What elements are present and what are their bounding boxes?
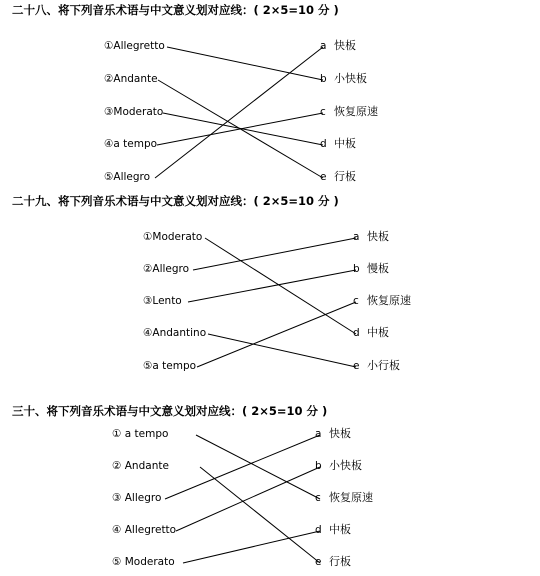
meaning-29-e <box>353 359 400 373</box>
match-line-28-1 <box>167 47 323 80</box>
meaning-30-e <box>315 555 351 569</box>
meaning-letter: b <box>353 263 360 275</box>
match-line-30-2 <box>200 467 320 563</box>
meaning-text: 中板 <box>367 326 389 339</box>
match-line-29-3 <box>188 270 356 302</box>
meaning-letter: e <box>320 171 327 183</box>
meaning-letter: d <box>353 327 360 339</box>
meaning-text: 行板 <box>334 170 356 183</box>
meaning-text: 恢复原速 <box>329 491 373 504</box>
match-line-28-5 <box>155 47 323 178</box>
section-30-title: 三十、将下列音乐术语与中文意义划对应线：( 2×5=10 分 ) <box>12 404 328 418</box>
meaning-letter: a <box>320 40 327 52</box>
meaning-text: 行板 <box>329 555 351 568</box>
meaning-text: 慢板 <box>367 262 389 275</box>
term-28-4: ④a tempo <box>104 138 158 150</box>
meaning-text: 小快板 <box>334 72 367 85</box>
term-29-2: ②Allegro <box>143 263 190 275</box>
meaning-text: 小快板 <box>329 459 362 472</box>
meaning-28-d <box>320 137 356 151</box>
meaning-text: 快板 <box>329 427 351 440</box>
term-30-5: ⑤ Moderato <box>112 556 175 568</box>
meaning-30-c <box>315 491 373 505</box>
term-28-1: ①Allegretto <box>104 40 165 52</box>
meaning-letter: a <box>315 428 322 440</box>
meaning-text: 小行板 <box>367 359 400 372</box>
term-30-1: ① a tempo <box>112 428 169 440</box>
meaning-letter: d <box>320 138 327 150</box>
meaning-28-e <box>320 170 356 184</box>
term-28-2: ②Andante <box>104 73 158 85</box>
meaning-text: 快板 <box>367 230 389 243</box>
term-29-1: ①Moderato <box>143 231 203 243</box>
meaning-letter: e <box>353 360 360 372</box>
term-29-5: ⑤a tempo <box>143 360 197 372</box>
meaning-28-c <box>320 105 378 119</box>
match-line-30-4 <box>176 467 320 531</box>
meaning-letter: a <box>353 231 360 243</box>
meaning-28-b <box>320 72 367 86</box>
meaning-letter: c <box>315 492 321 504</box>
meaning-text: 中板 <box>329 523 351 536</box>
term-29-3: ③Lento <box>143 295 182 307</box>
meaning-29-b <box>353 262 389 276</box>
meaning-29-d <box>353 326 389 340</box>
meaning-text: 恢复原速 <box>367 294 411 307</box>
meaning-29-a <box>353 230 389 244</box>
match-line-30-1 <box>196 435 320 499</box>
meaning-29-c <box>353 294 411 308</box>
term-30-3: ③ Allegro <box>112 492 162 504</box>
meaning-letter: b <box>315 460 322 472</box>
meaning-text: 中板 <box>334 137 356 150</box>
meaning-30-d <box>315 523 351 537</box>
match-line-30-3 <box>165 435 320 499</box>
meaning-text: 恢复原速 <box>334 105 378 118</box>
meaning-letter: c <box>320 106 326 118</box>
meaning-text: 快板 <box>334 39 356 52</box>
meaning-28-a <box>320 39 356 53</box>
meaning-letter: e <box>315 556 322 568</box>
section-29-title: 二十九、将下列音乐术语与中文意义划对应线：( 2×5=10 分 ) <box>12 194 339 208</box>
term-28-3: ③Moderato <box>104 106 164 118</box>
term-30-2: ② Andante <box>112 460 169 472</box>
match-line-29-4 <box>208 334 356 367</box>
meaning-letter: b <box>320 73 327 85</box>
term-30-4: ④ Allegretto <box>112 524 177 536</box>
term-28-5: ⑤Allegro <box>104 171 151 183</box>
meaning-letter: d <box>315 524 322 536</box>
term-29-4: ④Andantino <box>143 327 207 339</box>
match-line-29-2 <box>193 238 356 270</box>
meaning-30-b <box>315 459 362 473</box>
section-28-title: 二十八、将下列音乐术语与中文意义划对应线：( 2×5=10 分 ) <box>12 3 339 17</box>
match-line-29-5 <box>197 302 356 367</box>
meaning-letter: c <box>353 295 359 307</box>
meaning-30-a <box>315 427 351 441</box>
